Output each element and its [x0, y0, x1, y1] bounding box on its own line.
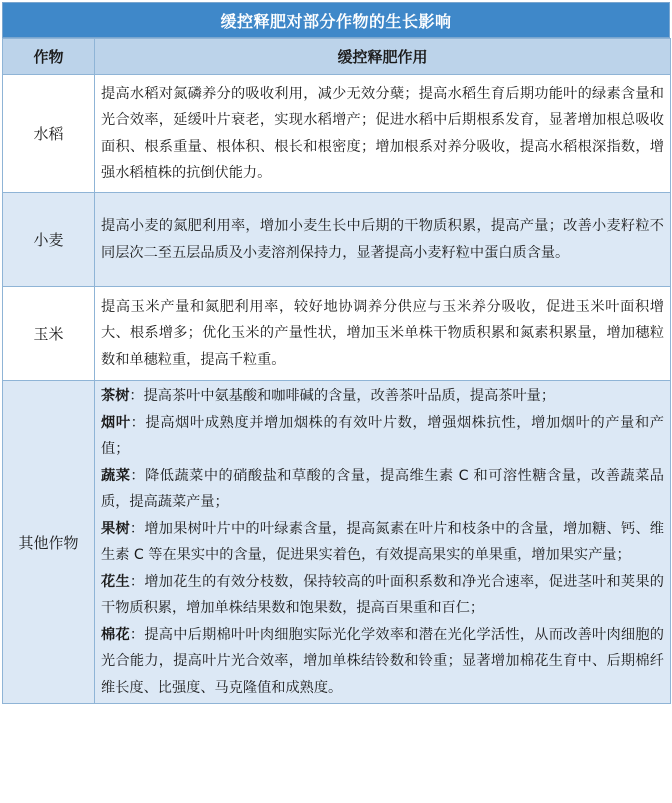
- list-item: [101, 463, 664, 516]
- header-effect: 缓控释肥作用: [95, 39, 671, 75]
- item-text: ：提高烟叶成熟度并增加烟株的有效叶片数，增强烟株抗性，增加烟叶的产量和产值；: [101, 414, 664, 457]
- header-crop: 作物: [3, 39, 95, 75]
- effect-cell: [95, 381, 671, 704]
- item-text: ：增加花生的有效分枝数，保持较高的叶面积系数和净光合速率，促进茎叶和荚果的干物质积累，增加单株结果数和饱果数，提高百果重和百仁；: [101, 573, 664, 616]
- item-text: ：提高茶叶中氨基酸和咖啡碱的含量，改善茶叶品质，提高茶叶量；: [129, 388, 556, 404]
- header-row: [3, 39, 671, 75]
- item-name: 茶树: [101, 388, 130, 404]
- list-item: [101, 410, 664, 463]
- crop-cell: 玉米: [3, 287, 95, 381]
- table-row-rice: [3, 75, 671, 193]
- effect-cell: 提高小麦的氮肥利用率，增加小麦生长中后期的干物质积累，提高产量；改善小麦籽粒不同层次二至五层品质及小麦溶剂保持力，显著提高小麦籽粒中蛋白质含量。: [95, 193, 671, 287]
- crop-cell: 小麦: [3, 193, 95, 287]
- table-title: 缓控释肥对部分作物的生长影响: [2, 2, 670, 38]
- item-name: 烟叶: [101, 414, 131, 431]
- crop-cell: 水稻: [3, 75, 95, 193]
- effect-cell: 提高水稻对氮磷养分的吸收利用，减少无效分蘖；提高水稻生育后期功能叶的绿素含量和光合效率，延缓叶片衰老，实现水稻增产；促进水稻中后期根系发育，显著增加根总吸收面积、根系重量、根体积、根长和根密度；增加根系对养分吸收，提高水稻根深指数，增强水稻植株的抗倒伏能力。: [95, 75, 671, 193]
- list-item: [101, 516, 664, 569]
- table-row-wheat: [3, 193, 671, 287]
- fertilizer-effects-table: [2, 38, 671, 704]
- table-row-corn: [3, 287, 671, 381]
- crop-cell: 其他作物: [3, 381, 95, 704]
- fertilizer-effects-table-wrapper: [2, 2, 670, 704]
- list-item: [101, 622, 664, 702]
- item-name: 花生: [101, 573, 130, 590]
- effect-cell: 提高玉米产量和氮肥利用率，较好地协调养分供应与玉米养分吸收，促进玉米叶面积增大、根系增多；优化玉米的产量性状，增加玉米单株干物质积累和氮素积累量，增加穗粒数和单穗粒重，提高千粒重。: [95, 287, 671, 381]
- item-name: 蔬菜: [101, 467, 131, 484]
- item-name: 果树: [101, 520, 130, 537]
- table-row-other-crops: [3, 381, 671, 704]
- item-text: ：增加果树叶片中的叶绿素含量，提高氮素在叶片和枝条中的含量，增加糖、钙、维生素 C 等在果实中的含量，促进果实着色，有效提高果实的单果重，增加果实产量；: [101, 520, 664, 563]
- item-name: 棉花: [101, 626, 130, 643]
- item-text: ：提高中后期棉叶叶肉细胞实际光化学效率和潜在光化学活性，从而改善叶肉细胞的光合能力，提高叶片光合效率，增加单株结铃数和铃重；显著增加棉花生育中、后期棉纤维长度、比强度、马克隆值和成熟度。: [101, 626, 664, 696]
- list-item: [101, 383, 664, 410]
- list-item: [101, 569, 664, 622]
- item-text: ：降低蔬菜中的硝酸盐和草酸的含量，提高维生素 C 和可溶性糖含量，改善蔬菜品质，提高蔬菜产量；: [101, 467, 664, 510]
